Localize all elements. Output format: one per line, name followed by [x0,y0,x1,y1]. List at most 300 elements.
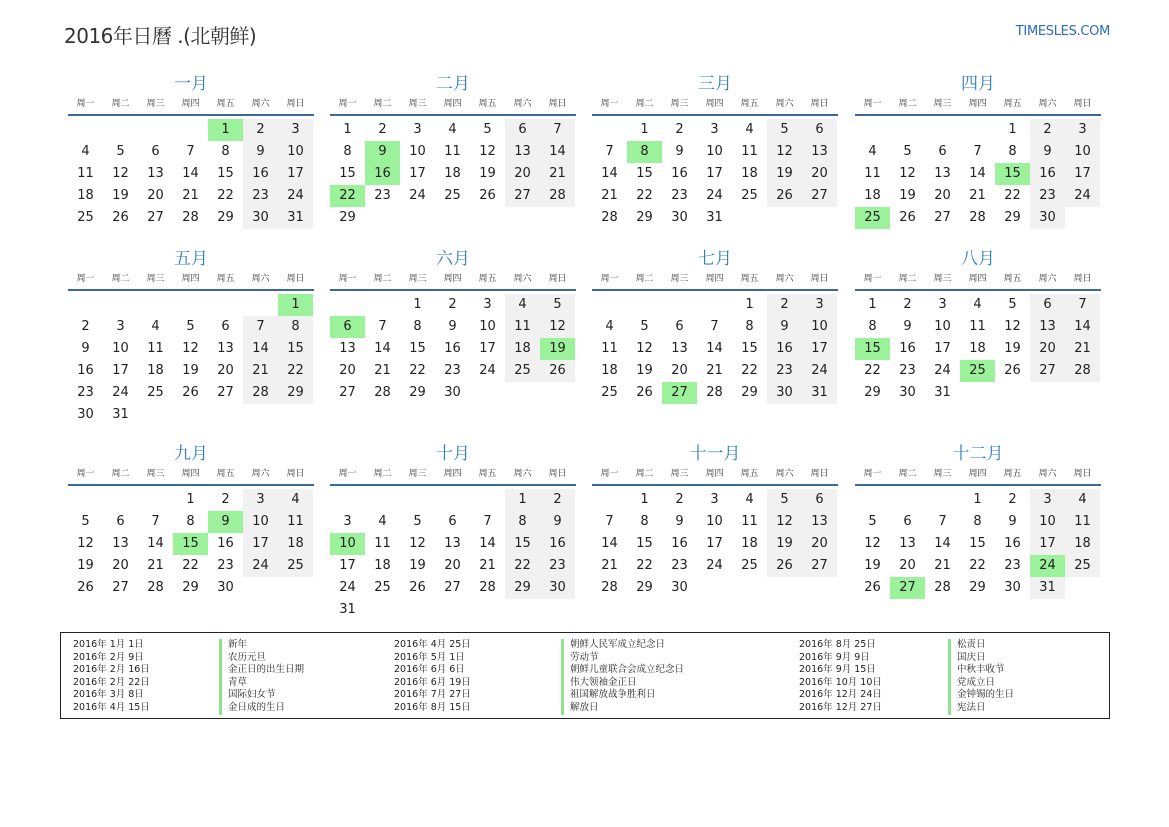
day-cell: 11 [864,166,881,181]
weekday-label: 周五 [1003,469,1022,479]
weekday-label: 周五 [216,469,235,479]
weekday-label: 周二 [373,469,392,479]
weekday-label: 周五 [216,99,235,109]
day-cell: 17 [278,163,313,185]
month-4 [855,72,1101,229]
weekday-label: 周五 [478,274,497,284]
day-cell: 10 [112,341,129,356]
day-cell: 12 [409,536,426,551]
day-cell: 9 [1008,514,1017,529]
day-cell: 27 [1030,360,1065,382]
weekday-label: 周五 [1003,274,1022,284]
day-cell: 20 [802,533,837,555]
day-cell: 8 [745,319,754,334]
weekday-header [855,466,1101,486]
day-cell: 7 [605,514,614,529]
empty-cell [627,294,662,316]
day-cell: 15 [741,341,758,356]
day-cell: 3 [710,492,719,507]
weekday-header [330,96,576,116]
weekday-label: 周六 [251,99,270,109]
day-cell: 8 [868,319,877,334]
day-cell: 12 [77,536,94,551]
day-cell: 31 [706,210,723,225]
weekday-label: 周一 [600,469,619,479]
empty-cell [330,489,365,511]
month-5 [68,247,314,426]
weekday-label: 周五 [478,99,497,109]
day-cell: 12 [1004,319,1021,334]
day-cell: 28 [706,385,723,400]
day-cell: 4 [745,492,754,507]
day-cell: 23 [540,555,575,577]
day-cell: 8 [221,144,230,159]
month-name: 六月 [436,249,470,269]
weekday-label: 周二 [898,99,917,109]
day-cell: 25 [741,558,758,573]
weekday-label: 周四 [181,274,200,284]
weekday-label: 周三 [146,469,165,479]
weekday-label: 周二 [635,469,654,479]
day-cell: 30 [77,407,94,422]
day-grid [855,119,1101,229]
month-8 [855,247,1101,404]
day-cell: 24 [1065,185,1100,207]
day-cell: 23 [1030,185,1065,207]
legend-date: 2016年 9月 15日 [799,664,876,676]
empty-cell [68,294,103,316]
day-cell: 12 [540,316,575,338]
empty-cell [592,294,627,316]
weekday-label: 周二 [373,274,392,284]
day-cell: 25 [601,385,618,400]
weekday-label: 周四 [181,99,200,109]
day-cell: 10 [802,316,837,338]
weekday-label: 周五 [1003,99,1022,109]
legend-holiday-name: 金钟锡的生日 [948,689,1014,702]
day-cell: 27 [934,210,951,225]
weekday-label: 周二 [111,469,130,479]
day-cell: 19 [112,188,129,203]
day-cell: 9 [675,144,684,159]
weekday-label: 周日 [286,469,305,479]
weekday-label: 周日 [286,274,305,284]
day-cell: 30 [899,385,916,400]
empty-cell [173,294,208,316]
empty-cell [243,294,278,316]
day-cell: 3 [243,489,278,511]
weekday-label: 周一 [76,99,95,109]
weekday-header [68,96,314,116]
weekday-label: 周六 [513,469,532,479]
day-cell: 29 [1004,210,1021,225]
day-cell: 9 [675,514,684,529]
day-cell: 18 [147,363,164,378]
day-cell: 5 [186,319,195,334]
day-cell: 7 [540,119,575,141]
day-cell: 20 [671,363,688,378]
weekday-label: 周四 [181,469,200,479]
day-grid [68,294,314,426]
day-cell: 1 [186,492,195,507]
legend-date: 2016年 12月 24日 [799,689,882,701]
weekday-header [68,271,314,291]
day-cell: 16 [77,363,94,378]
day-cell: 19 [767,163,802,185]
day-cell: 21 [969,188,986,203]
day-cell: 24 [479,363,496,378]
day-cell: 20 [934,188,951,203]
weekday-header [592,96,838,116]
legend-date: 2016年 8月 15日 [394,701,471,713]
day-cell: 11 [969,319,986,334]
day-cell: 26 [1004,363,1021,378]
weekday-label: 周五 [740,469,759,479]
day-cell: 29 [969,580,986,595]
day-cell: 4 [81,144,90,159]
day-cell: 18 [1065,533,1100,555]
day-cell: 10 [278,141,313,163]
day-cell: 3 [413,122,422,137]
day-cell: 5 [483,122,492,137]
day-cell: 28 [969,210,986,225]
day-cell: 27 [802,555,837,577]
legend-date: 2016年 1月 1日 [73,639,144,650]
day-cell: 23 [217,558,234,573]
day-cell: 29 [636,580,653,595]
day-cell: 25 [505,360,540,382]
day-cell: 29 [741,385,758,400]
day-cell: 17 [1030,533,1065,555]
day-cell: 16 [444,341,461,356]
day-cell: 15 [339,166,356,181]
day-cell: 29 [636,210,653,225]
day-cell: 16 [899,341,916,356]
weekday-label: 周二 [635,99,654,109]
day-cell: 27 [444,580,461,595]
month-name: 九月 [174,444,208,464]
day-cell: 19 [182,363,199,378]
day-cell: 29 [278,382,313,404]
day-cell: 2 [243,119,278,141]
empty-cell [330,294,365,316]
weekday-label: 周四 [705,469,724,479]
day-cell: 23 [1004,558,1021,573]
day-cell: 14 [479,536,496,551]
day-cell: 24 [409,188,426,203]
day-cell: 31 [802,382,837,404]
day-cell: 17 [243,533,278,555]
day-cell: 21 [147,558,164,573]
weekday-label: 周三 [408,469,427,479]
day-grid [855,489,1101,599]
day-cell: 8 [973,514,982,529]
day-cell: 6 [151,144,160,159]
day-cell: 12 [767,141,802,163]
day-cell: 1 [640,492,649,507]
day-cell: 3 [278,119,313,141]
holiday-day-cell: 16 [365,163,400,185]
weekday-label: 周二 [898,274,917,284]
day-cell: 1 [343,122,352,137]
day-cell: 14 [601,536,618,551]
day-cell: 11 [741,514,758,529]
legend-dates-col [799,639,882,715]
weekday-label: 周六 [775,99,794,109]
weekday-label: 周一 [338,274,357,284]
day-cell: 8 [186,514,195,529]
day-cell: 2 [675,492,684,507]
day-cell: 18 [601,363,618,378]
day-cell: 28 [601,580,618,595]
day-cell: 19 [479,166,496,181]
day-cell: 8 [413,319,422,334]
month-7 [592,247,838,404]
day-cell: 16 [217,536,234,551]
day-cell: 21 [479,558,496,573]
legend-holiday-name: 解放日 [561,702,684,715]
day-cell: 29 [409,385,426,400]
weekday-header [592,466,838,486]
day-cell: 15 [409,341,426,356]
holiday-day-cell: 27 [662,382,697,404]
weekday-label: 周六 [1038,469,1057,479]
weekday-label: 周四 [968,99,987,109]
day-cell: 30 [243,207,278,229]
day-cell: 11 [374,536,391,551]
month-6 [330,247,576,404]
day-cell: 30 [671,210,688,225]
day-cell: 8 [343,144,352,159]
weekday-label: 周四 [443,274,462,284]
weekday-label: 周六 [251,469,270,479]
day-cell: 5 [767,119,802,141]
month-1 [68,72,314,229]
day-cell: 30 [444,385,461,400]
day-cell: 3 [116,319,125,334]
day-cell: 10 [479,319,496,334]
day-cell: 11 [77,166,94,181]
empty-cell [662,294,697,316]
day-cell: 15 [505,533,540,555]
weekday-label: 周二 [898,469,917,479]
day-cell: 16 [243,163,278,185]
weekday-label: 周三 [933,274,952,284]
weekday-label: 周六 [775,274,794,284]
day-cell: 15 [636,536,653,551]
weekday-header [330,271,576,291]
day-cell: 29 [217,210,234,225]
day-cell: 4 [151,319,160,334]
day-cell: 13 [147,166,164,181]
legend-date: 2016年 6月 6日 [394,664,465,676]
day-cell: 23 [671,558,688,573]
legend-date: 2016年 2月 9日 [73,651,144,663]
day-cell: 17 [706,166,723,181]
day-cell: 19 [767,533,802,555]
empty-cell [68,119,103,141]
holiday-day-cell: 1 [278,294,313,316]
weekday-label: 周一 [338,469,357,479]
empty-cell [365,294,400,316]
day-cell: 5 [767,489,802,511]
day-cell: 6 [505,119,540,141]
day-cell: 22 [278,360,313,382]
weekday-label: 周六 [251,274,270,284]
day-cell: 13 [934,166,951,181]
day-cell: 7 [378,319,387,334]
day-cell: 20 [217,363,234,378]
day-cell: 23 [77,385,94,400]
month-name: 十二月 [952,444,1004,464]
month-name: 八月 [961,249,995,269]
empty-cell [960,119,995,141]
holiday-day-cell: 6 [330,316,365,338]
empty-cell [365,489,400,511]
day-cell: 9 [448,319,457,334]
day-cell: 22 [505,555,540,577]
day-cell: 18 [278,533,313,555]
day-cell: 2 [903,297,912,312]
legend-holiday-name: 劳动节 [561,652,684,665]
day-cell: 13 [802,511,837,533]
holiday-day-cell: 15 [995,163,1030,185]
day-cell: 17 [479,341,496,356]
day-cell: 28 [1065,360,1100,382]
day-cell: 23 [243,185,278,207]
legend-holiday-name: 金日成的生日 [219,702,304,715]
day-cell: 14 [540,141,575,163]
legend-date: 2016年 9月 9日 [799,651,870,663]
day-cell: 20 [505,163,540,185]
day-cell: 29 [339,210,356,225]
day-cell: 17 [802,338,837,360]
day-cell: 12 [479,144,496,159]
day-cell: 19 [1004,341,1021,356]
day-cell: 9 [81,341,90,356]
day-cell: 30 [217,580,234,595]
weekday-label: 周三 [670,99,689,109]
day-cell: 18 [444,166,461,181]
day-cell: 24 [706,558,723,573]
day-cell: 10 [1065,141,1100,163]
day-cell: 14 [374,341,391,356]
legend-holiday-name: 青草 [219,677,304,690]
day-cell: 22 [217,188,234,203]
weekday-header [68,466,314,486]
day-cell: 6 [448,514,457,529]
day-cell: 27 [112,580,129,595]
weekday-label: 周四 [443,99,462,109]
day-cell: 4 [505,294,540,316]
legend-holiday-name: 金正日的出生日期 [219,664,304,677]
weekday-label: 周五 [478,469,497,479]
month-name: 十一月 [689,444,741,464]
day-cell: 20 [1030,338,1065,360]
day-cell: 12 [636,341,653,356]
day-cell: 27 [147,210,164,225]
day-cell: 22 [969,558,986,573]
legend-date: 2016年 7月 27日 [394,689,471,701]
weekday-label: 周六 [1038,274,1057,284]
day-cell: 7 [605,144,614,159]
day-cell: 3 [938,297,947,312]
day-cell: 24 [339,580,356,595]
day-cell: 24 [706,188,723,203]
holiday-day-cell: 10 [330,533,365,555]
day-cell: 4 [605,319,614,334]
day-cell: 8 [1008,144,1017,159]
day-cell: 27 [802,185,837,207]
day-cell: 23 [374,188,391,203]
day-cell: 9 [540,511,575,533]
day-cell: 11 [147,341,164,356]
day-cell: 11 [1065,511,1100,533]
day-cell: 2 [1030,119,1065,141]
legend-date: 2016年 6月 19日 [394,676,471,688]
day-cell: 18 [969,341,986,356]
legend-dates-col [73,639,150,715]
day-cell: 24 [934,363,951,378]
month-name: 五月 [174,249,208,269]
day-cell: 24 [802,360,837,382]
site-link[interactable]: TIMESLES.COM [1015,24,1110,39]
empty-cell [890,489,925,511]
day-cell: 13 [899,536,916,551]
legend-date: 2016年 4月 25日 [394,639,471,650]
day-cell: 20 [147,188,164,203]
day-cell: 3 [710,122,719,137]
day-cell: 10 [243,511,278,533]
day-cell: 2 [378,122,387,137]
empty-cell [138,119,173,141]
weekday-label: 周一 [863,469,882,479]
day-cell: 6 [802,489,837,511]
empty-cell [470,489,505,511]
day-cell: 2 [540,489,575,511]
weekday-label: 周六 [513,274,532,284]
day-cell: 23 [899,363,916,378]
empty-cell [697,294,732,316]
day-cell: 2 [448,297,457,312]
day-cell: 19 [636,363,653,378]
day-cell: 4 [973,297,982,312]
day-cell: 21 [934,558,951,573]
legend-holiday-name: 松责日 [948,639,1014,652]
day-cell: 18 [505,338,540,360]
weekday-label: 周二 [635,274,654,284]
weekday-label: 周一 [600,99,619,109]
day-cell: 13 [802,141,837,163]
day-cell: 15 [636,166,653,181]
day-cell: 7 [1065,294,1100,316]
day-cell: 22 [409,363,426,378]
day-cell: 27 [217,385,234,400]
empty-cell [855,489,890,511]
day-cell: 1 [505,489,540,511]
day-cell: 26 [767,185,802,207]
day-cell: 21 [540,163,575,185]
month-2 [330,72,576,229]
holiday-day-cell: 27 [890,577,925,599]
day-cell: 16 [540,533,575,555]
day-cell: 15 [217,166,234,181]
day-cell: 6 [221,319,230,334]
weekday-header [855,96,1101,116]
day-cell: 22 [1004,188,1021,203]
day-cell: 30 [540,577,575,599]
day-cell: 21 [243,360,278,382]
